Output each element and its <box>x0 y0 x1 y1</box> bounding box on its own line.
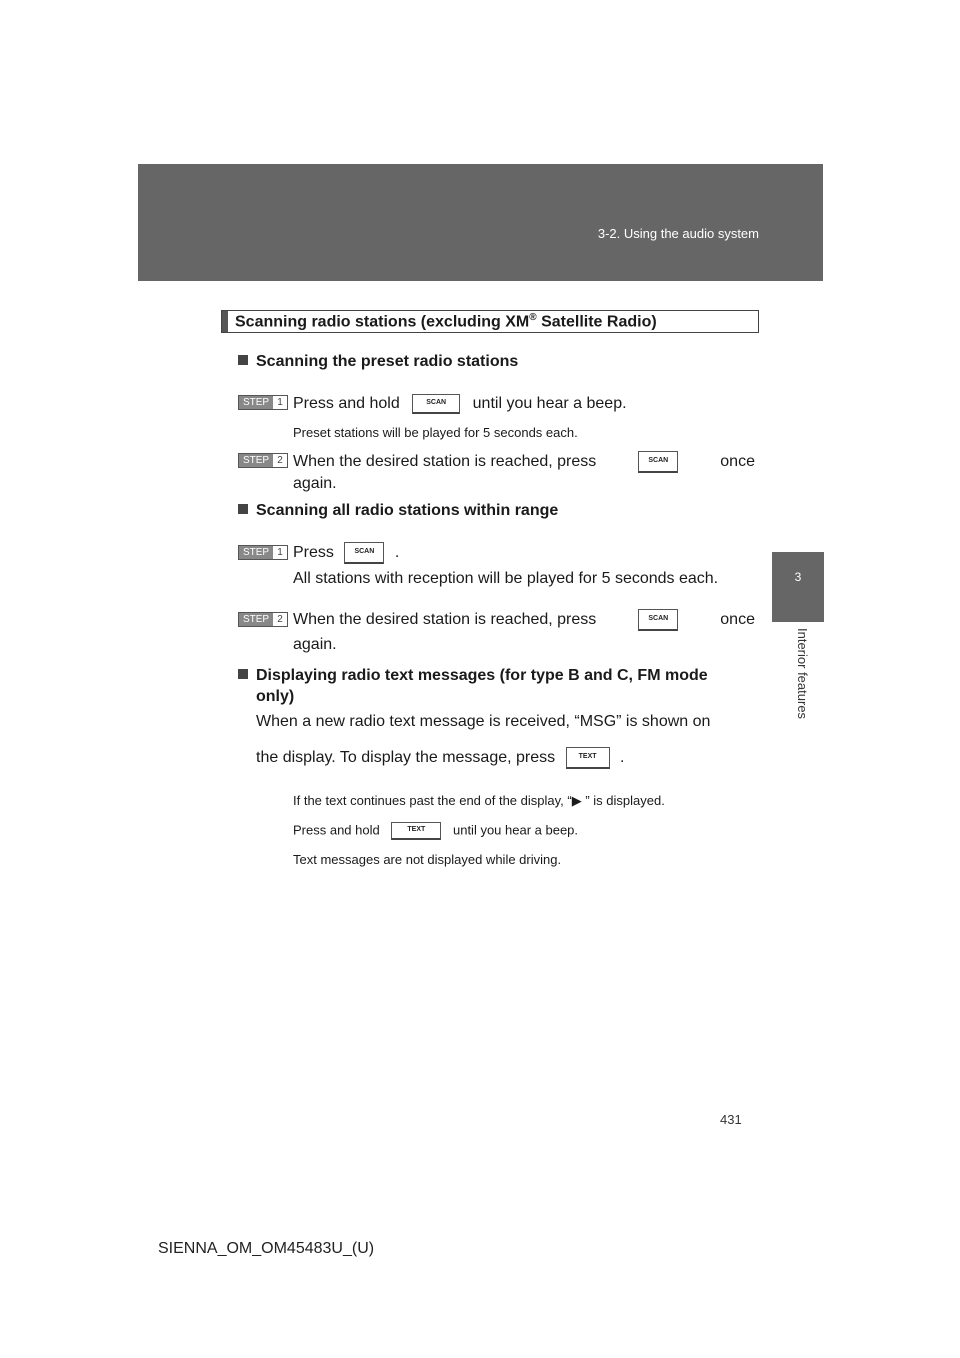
note-text: Preset stations will be played for 5 seconds each. <box>293 425 578 440</box>
play-arrow-icon: ▶ <box>571 793 582 808</box>
section-title-bar <box>222 311 228 332</box>
step-badge: STEP 1 <box>238 395 288 410</box>
header-title: 3-2. Using the audio system <box>597 226 759 241</box>
paragraph-line: the display. To display the message, press TEXT . <box>256 747 624 769</box>
note-text: Press and hold TEXT until you hear a beep. <box>293 822 578 840</box>
note-text: Text messages are not displayed while driving. <box>293 852 562 867</box>
scan-button-icon: SCAN <box>344 542 384 564</box>
text-button-icon: TEXT <box>391 822 441 840</box>
page-number: 431 <box>720 1112 742 1127</box>
chapter-number: 3 <box>794 570 802 584</box>
square-bullet-icon <box>238 504 248 514</box>
chapter-tab <box>772 552 824 622</box>
heading-preset: Scanning the preset radio stations <box>238 353 518 371</box>
step-text: Press SCAN . <box>293 542 399 564</box>
footer-doc-id: SIENNA_OM_OM45483U_(U) <box>158 1240 375 1257</box>
step-text: Press and hold SCAN until you hear a beep. <box>293 395 627 413</box>
square-bullet-icon <box>238 669 248 679</box>
heading-text-messages-cont: only) <box>256 688 295 705</box>
chapter-label: Interior features <box>795 628 810 720</box>
section-title: Scanning radio stations (excluding XM® Satellite Radio) <box>235 312 657 331</box>
step-text-cont: again. <box>293 475 337 492</box>
step-text-cont: again. <box>293 636 337 653</box>
square-bullet-icon <box>238 355 248 365</box>
step-badge: STEP 2 <box>238 612 288 627</box>
step-badge: STEP 2 <box>238 453 288 468</box>
text-button-icon: TEXT <box>566 747 610 769</box>
header-bar <box>138 164 823 281</box>
scan-button-icon: SCAN <box>412 394 460 414</box>
note-text: If the text continues past the end of the display, “▶ ” is displayed. <box>293 793 665 808</box>
heading-text-messages: Displaying radio text messages (for type B and C, FM mode <box>238 664 755 687</box>
heading-all-stations: Scanning all radio stations within range <box>238 502 558 520</box>
section-title-box <box>221 310 759 333</box>
step-text: When the desired station is reached, press SCAN once <box>293 609 755 631</box>
scan-button-icon: SCAN <box>638 451 678 473</box>
step-text-cont: All stations with reception will be played for 5 seconds each. <box>293 570 719 587</box>
paragraph-line: When a new radio text message is received, “MSG” is shown on <box>256 713 711 730</box>
step-text: When the desired station is reached, press SCAN once <box>293 451 755 473</box>
scan-button-icon: SCAN <box>638 609 678 631</box>
step-badge: STEP 1 <box>238 545 288 560</box>
